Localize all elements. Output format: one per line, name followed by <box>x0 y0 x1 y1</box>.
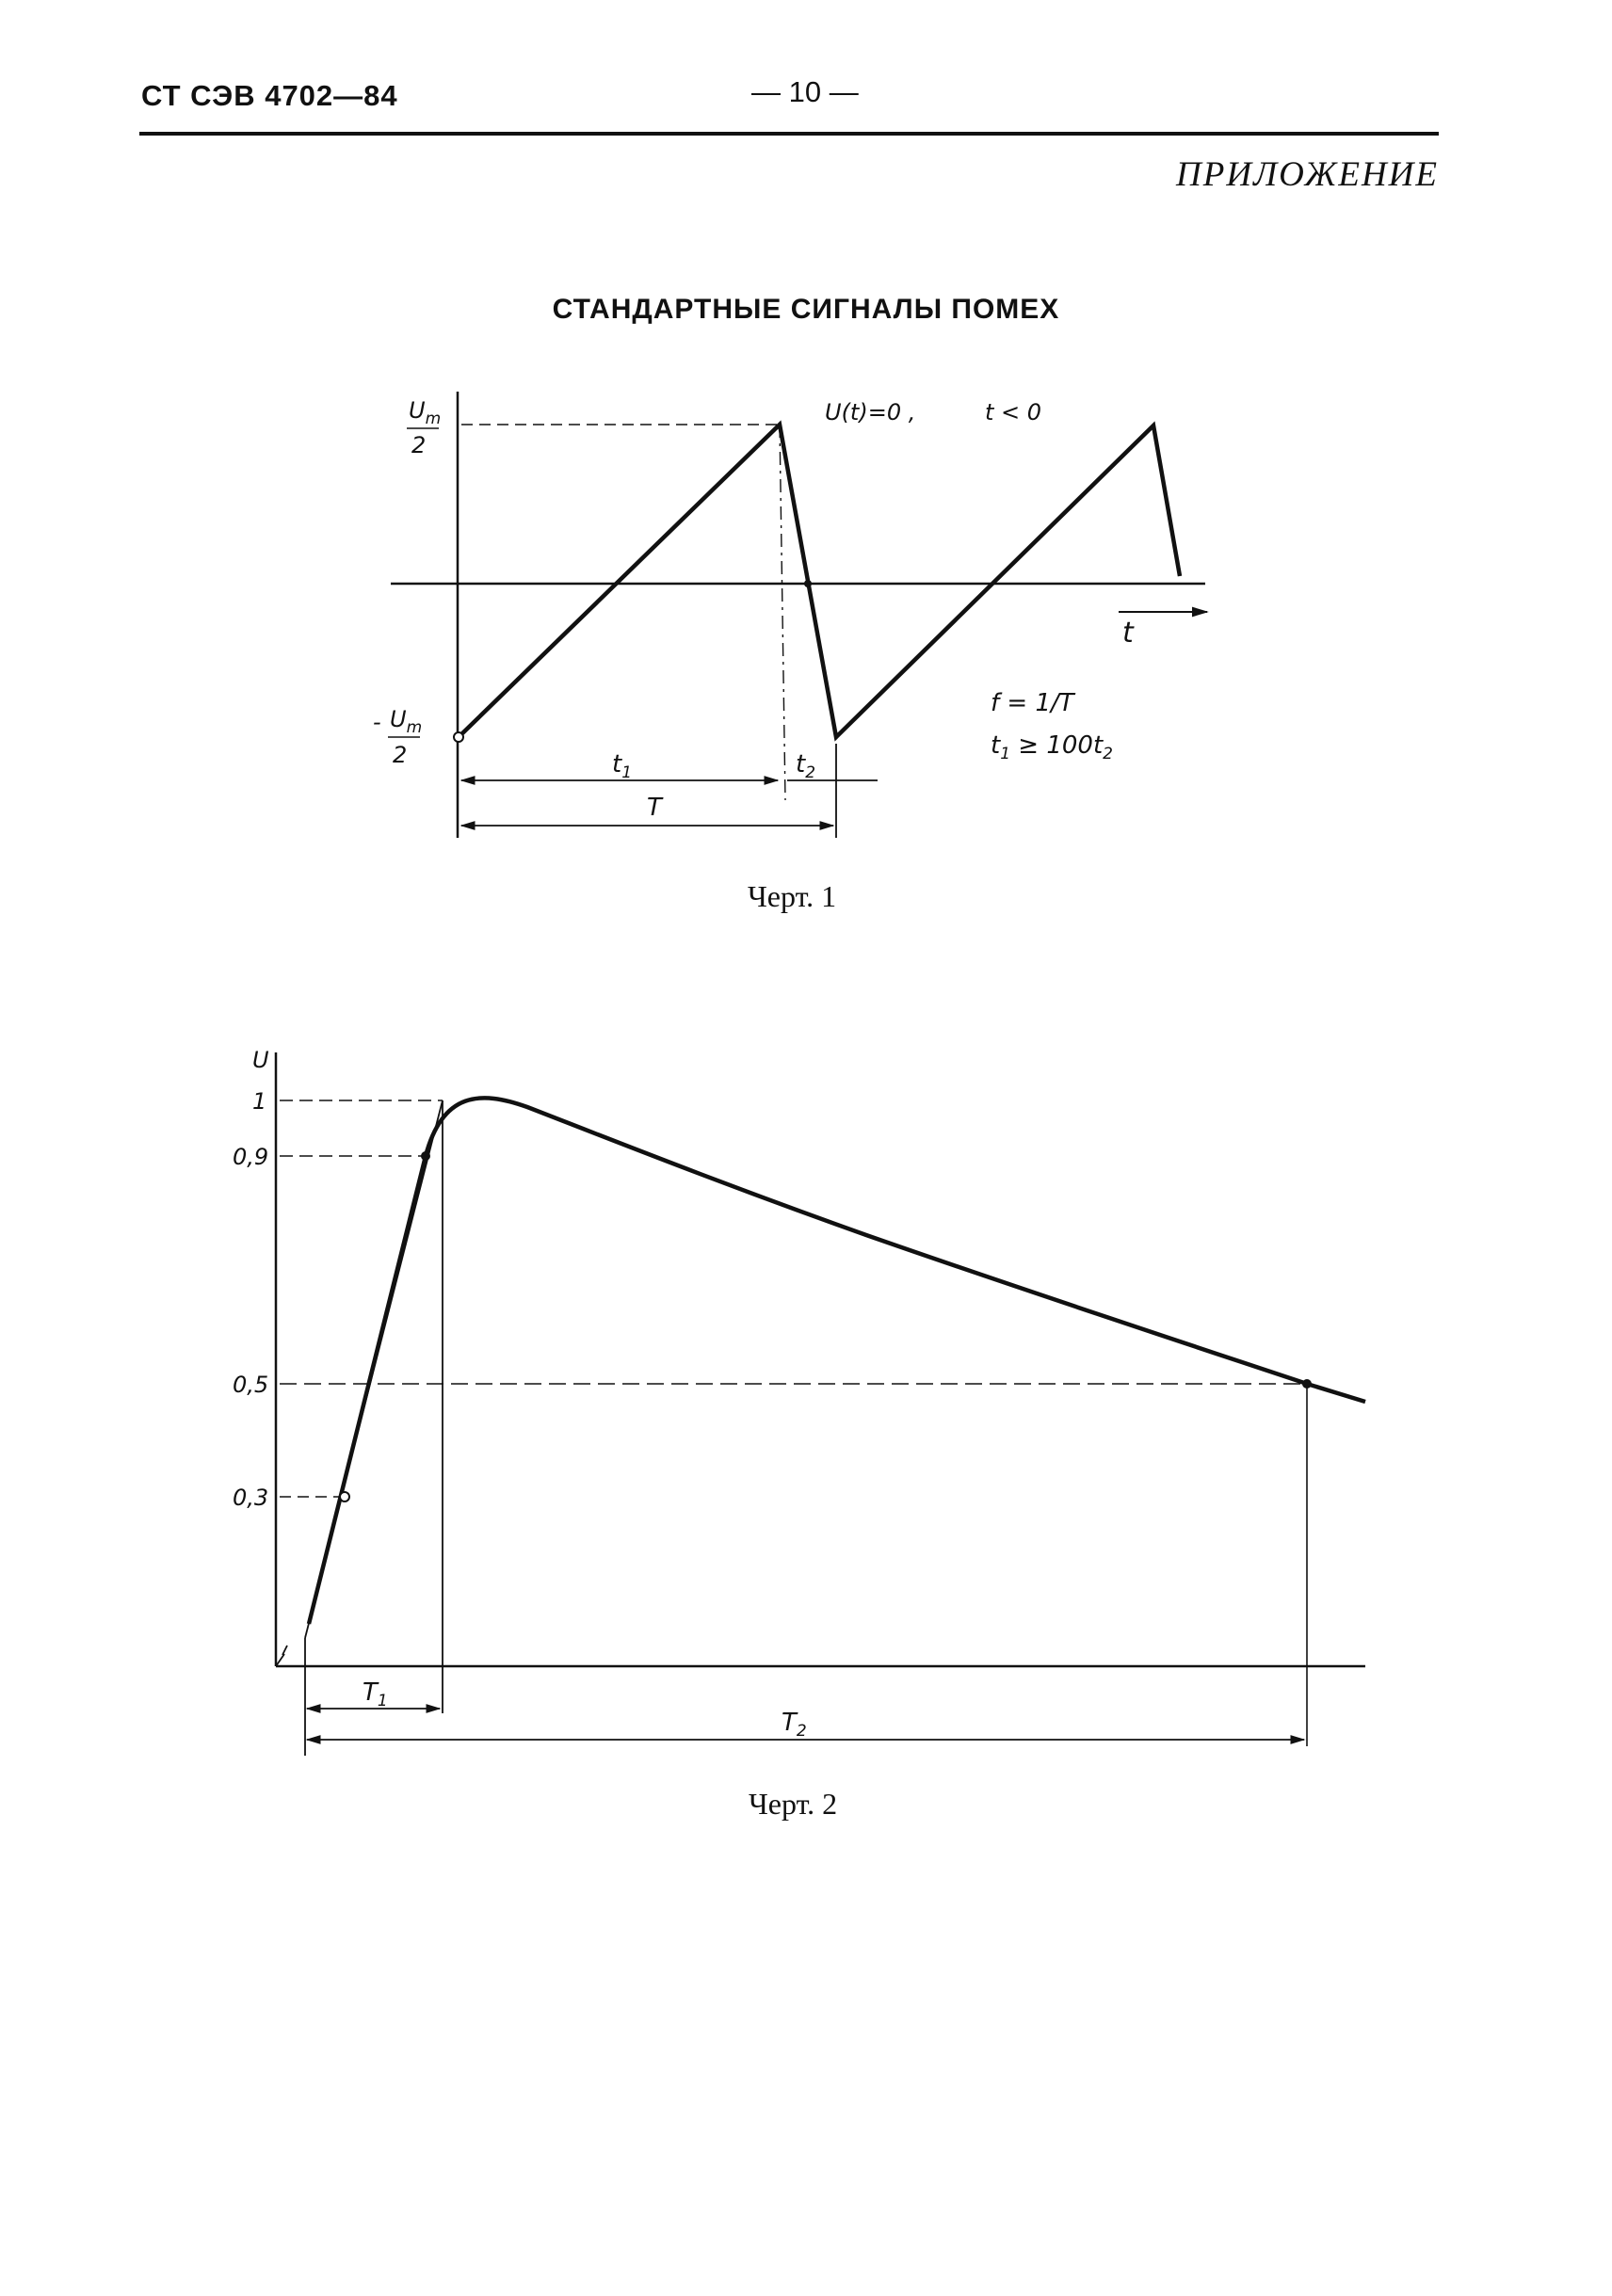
fig1-dim-t1-label: $t_1$ <box>612 750 633 782</box>
fig2-tick-1: 1 <box>252 1088 267 1115</box>
fig2-dim-T1-label: $T_1$ <box>363 1678 388 1710</box>
fig1-um-top-label: $U_m$ <box>409 397 442 428</box>
fig2-tick-03: 0,3 <box>233 1485 269 1511</box>
fig1-dim-T-label: T <box>647 794 662 822</box>
figure-2-caption: Черт. 2 <box>749 1787 838 1821</box>
page-title: СТАНДАРТНЫЕ СИГНАЛЫ ПОМЕХ <box>552 294 1060 325</box>
appendix-label: ПРИЛОЖЕНИЕ <box>1176 155 1439 194</box>
fig2-point-09 <box>421 1151 430 1161</box>
fig2-tick-05: 0,5 <box>233 1372 269 1398</box>
fig1-um-top-denominator: 2 <box>411 432 427 458</box>
fig1-axis-t-label: t <box>1122 617 1134 650</box>
fig2-dim-T2-label: $T_2$ <box>782 1709 807 1741</box>
fig1-minus-sign: - <box>373 709 381 735</box>
fig1-formula-ratio: $t_1 \ge 100t_2$ <box>991 731 1113 763</box>
fig2-pulse-curve <box>309 1098 1365 1624</box>
page-number: — 10 — <box>751 75 859 108</box>
fig1-condition-t: t < 0 <box>985 399 1042 425</box>
fig2-point-03 <box>340 1492 349 1501</box>
fig1-formula-frequency: f = 1/T <box>991 689 1074 717</box>
fig1-zero-crossing <box>804 580 812 587</box>
fig2-origin-tick <box>276 1646 287 1666</box>
fig2-point-05 <box>1302 1379 1312 1389</box>
figure-2-pulse <box>233 1047 1365 1756</box>
fig1-start-point <box>454 732 463 742</box>
fig2-tick-09: 0,9 <box>233 1144 269 1170</box>
fig1-condition-ut: U(t)=0 , <box>825 399 916 425</box>
document-code: СТ СЭВ 4702—84 <box>141 79 398 112</box>
fig1-um-bottom-denominator: 2 <box>393 742 408 768</box>
fig1-dim-t2-label: $t_2$ <box>796 750 816 782</box>
figure-1-sawtooth <box>373 392 1207 838</box>
fig1-um-bottom-label: $U_m$ <box>390 706 423 737</box>
fig2-axis-u-label: U <box>252 1047 269 1073</box>
fig1-peak-projection <box>780 425 785 800</box>
figure-1-caption: Черт. 1 <box>748 879 837 913</box>
